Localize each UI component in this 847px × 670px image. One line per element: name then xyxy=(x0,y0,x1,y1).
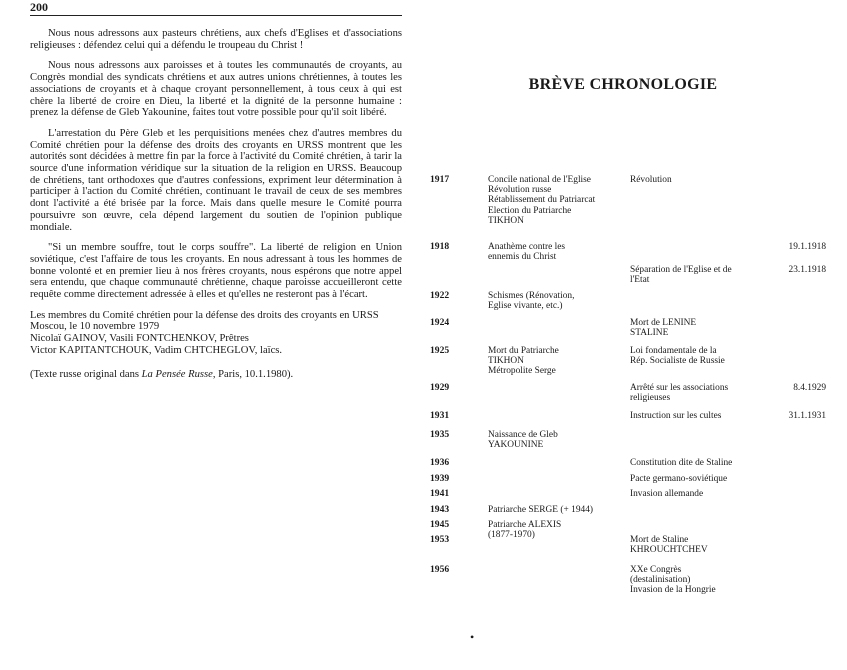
chronology-year: 1925 xyxy=(430,345,450,356)
chronology-date: 23.1.1918 xyxy=(788,265,826,275)
signature-block xyxy=(30,310,402,357)
chronology-church-event: Patriarche SERGE (+ 1944) xyxy=(488,505,594,515)
source-prefix: (Texte russe original dans xyxy=(30,368,142,380)
chronology-state-event: Pacte germano-soviétique xyxy=(630,474,728,484)
chronology-church-event: Patriarche ALEXIS (1877-1970) xyxy=(488,520,562,541)
chronology-date: 19.1.1918 xyxy=(788,242,826,252)
chronology-state-event: Révolution xyxy=(630,175,672,185)
source-title: La Pensée Russe xyxy=(141,368,213,380)
chronology-state-event: Mort de Staline KHROUCHTCHEV xyxy=(630,535,708,556)
chronology-state-event: Mort de LENINE STALINE xyxy=(630,318,697,339)
page-mark: • xyxy=(470,630,475,644)
chronology-state-event: Arrêté sur les associations religieuses xyxy=(630,383,729,404)
left-page-text xyxy=(30,28,402,508)
source-suffix: , Paris, 10.1.1980). xyxy=(212,368,294,380)
chronology-year: 1939 xyxy=(430,473,450,484)
chronology-date: 8.4.1929 xyxy=(793,383,826,393)
chronology-year: 1956 xyxy=(430,564,450,575)
chronology-year: 1917 xyxy=(430,174,450,185)
chronology-date: 31.1.1931 xyxy=(788,411,826,421)
signature-line: Les membres du Comité chrétien pour la défense des droits des croyants en URSS xyxy=(30,309,379,321)
chronology-church-event: Mort du Patriarche TIKHON Métropolite Serge xyxy=(488,346,559,377)
chronology-title: BRÈVE CHRONOLOGIE xyxy=(528,76,718,93)
chronology-church-event: Concile national de l'Eglise Révolution russe Rétablissement du Patriarcat Election du Patriarche TIKHON xyxy=(488,175,596,226)
chronology-state-event: Constitution dite de Staline xyxy=(630,458,733,468)
signature-line: Nicolaï GAINOV, Vasili FONTCHENKOV, Prêtres xyxy=(30,333,249,345)
chronology-year: 1935 xyxy=(430,429,450,440)
chronology-year: 1929 xyxy=(430,382,450,393)
page-number: 200 xyxy=(30,0,48,14)
header-rule xyxy=(30,15,402,16)
chronology-state-event: Loi fondamentale de la Rép. Socialiste de Russie xyxy=(630,346,725,367)
paragraph: "Si un membre souffre, tout le corps souffre". La liberté de religion en Union soviétique, c'est l'affaire de tous les croyants. En nous adressant à tous les hommes de bonne volonté et en premier lieu à nos frères croyants, nous espérons que notre appel sera entendu, que chaque communauté chrétienne, chaque paroisse accueilleront cette requête comme directement adressée à elles et qu'elles ne resteront pas à l'écart. xyxy=(30,242,402,301)
chronology-year: 1941 xyxy=(430,488,450,499)
signature-line: Victor KAPITANTCHOUK, Vadim CHTCHEGLOV, laïcs. xyxy=(30,344,283,356)
source-note xyxy=(30,369,402,381)
chronology-state-event: XXe Congrès (destalinisation) Invasion de la Hongrie xyxy=(630,565,716,596)
chronology-year: 1943 xyxy=(430,504,450,515)
chronology-year: 1918 xyxy=(430,241,450,252)
chronology-year: 1945 xyxy=(430,519,450,530)
chronology-state-event: Instruction sur les cultes xyxy=(630,411,722,421)
paragraph: L'arrestation du Père Gleb et les perquisitions menées chez d'autres membres du Comité chrétien pour la défense des droits des croyants en URSS montrent que les autorités sont décidées à mettre fin par la force à l'activité du Comité chrétien, à tarir la source d'une information véridique sur la situation de la religion en URSS. Beaucoup de chrétiens, tant orthodoxes que d'autres confessions, expriment leur détermination à participer à l'action du Comité chrétien, continuant le travail de ceux de ses membres dont l'activité a été brisée par la force. Mais dans quelle mesure le Comité pourra poursuivre son œuvre, cela dépend largement du soutien de l'opinion publique mondiale. xyxy=(30,127,402,233)
chronology-church-event: Naissance de Gleb YAKOUNINE xyxy=(488,430,558,451)
paragraph: Nous nous adressons aux pasteurs chrétiens, aux chefs d'Eglises et d'associations religieuses : défendez celui qui a défendu le troupeau du Christ ! xyxy=(30,28,402,51)
chronology-year: 1953 xyxy=(430,534,450,545)
chronology-year: 1936 xyxy=(430,457,450,468)
chronology-year: 1931 xyxy=(430,410,450,421)
chronology-church-event: Schismes (Rénovation, Eglise vivante, etc.) xyxy=(488,291,575,312)
chronology-state-event: Séparation de l'Eglise et de l'Etat xyxy=(630,265,732,286)
chronology-church-event: Anathème contre les ennemis du Christ xyxy=(488,242,566,263)
chronology-year: 1922 xyxy=(430,290,450,301)
paragraph: Nous nous adressons aux paroisses et à toutes les communautés de croyants, au Congrès mondial des syndicats chrétiens et aux autres unions chrétiennes, à toutes les associations de croyants et à chaque croyant personnellement, à tous ceux à qui est chère la liberté de croire en Dieu, la liberté et la dignité de la personne humaine : prenez la défense de Gleb Yakounine, faites tout votre possible pour qu'il soit libéré. xyxy=(30,60,402,119)
signature-line: Moscou, le 10 novembre 1979 xyxy=(30,321,160,333)
chronology-year: 1924 xyxy=(430,317,450,328)
chronology-state-event: Invasion allemande xyxy=(630,489,704,499)
